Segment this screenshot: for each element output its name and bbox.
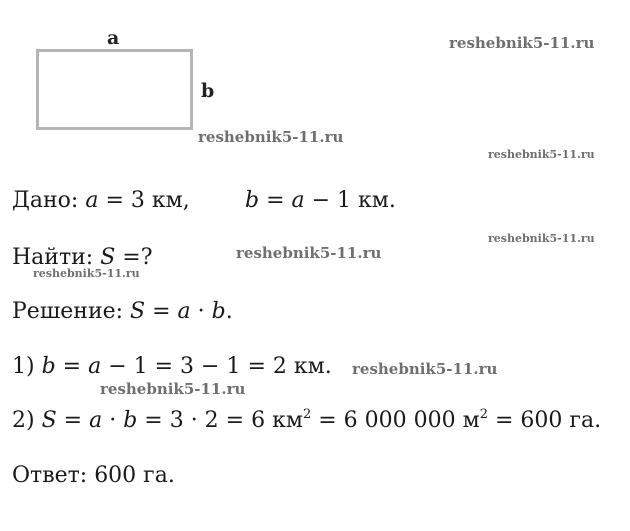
equals-sign: = (55, 354, 89, 379)
step-2-part-1: = 3 · 2 = 6 км (137, 408, 303, 433)
var-b: b (123, 408, 138, 433)
watermark: reshebnik5-11.ru (449, 34, 595, 52)
watermark: reshebnik5-11.ru (33, 267, 140, 280)
solution-line (12, 299, 233, 324)
find-line (12, 245, 153, 270)
step-1-line (12, 354, 332, 379)
step-2-line (12, 408, 601, 433)
equals-sign: = (56, 408, 90, 433)
var-s: S (41, 408, 57, 433)
given-b-value: − 1 км. (304, 188, 396, 213)
given-prefix: Дано: (12, 188, 86, 213)
given-a-value: = 3 км, (98, 188, 190, 213)
watermark: reshebnik5-11.ru (100, 380, 246, 398)
var-s: S (130, 299, 146, 324)
side-b-label: b (201, 80, 215, 102)
var-a: a (85, 188, 99, 213)
given-b-line (245, 188, 396, 213)
rectangle-figure (36, 49, 193, 130)
var-a: a (88, 354, 102, 379)
step-number: 2) (12, 408, 42, 433)
answer-line: Ответ: 600 га. (12, 463, 175, 488)
equals-sign: = (259, 188, 292, 213)
var-a: a (89, 408, 103, 433)
find-rest: =? (115, 245, 153, 270)
superscript: 2 (302, 407, 312, 422)
watermark: reshebnik5-11.ru (352, 360, 498, 378)
var-b: b (245, 188, 260, 213)
step-2-part-3: = 600 га. (488, 408, 602, 433)
step-number: 1) (12, 354, 42, 379)
watermark: reshebnik5-11.ru (488, 232, 595, 245)
given-line (12, 188, 190, 213)
dot-operator: · (190, 299, 212, 324)
dot-operator: · (102, 408, 124, 433)
watermark: reshebnik5-11.ru (198, 128, 344, 146)
equals-sign: = (145, 299, 178, 324)
step-2-part-2: = 6 000 000 м (311, 408, 480, 433)
var-a: a (291, 188, 305, 213)
var-a: a (177, 299, 191, 324)
solution-prefix: Решение: (12, 299, 131, 324)
var-b: b (211, 299, 226, 324)
period: . (225, 299, 233, 324)
var-b: b (41, 354, 56, 379)
watermark: reshebnik5-11.ru (236, 244, 382, 262)
watermark: reshebnik5-11.ru (488, 148, 595, 161)
side-a-label: a (107, 27, 120, 49)
var-s: S (100, 245, 116, 270)
step-1-rest: − 1 = 3 − 1 = 2 км. (101, 354, 332, 379)
find-prefix: Найти: (12, 245, 101, 270)
superscript: 2 (479, 407, 489, 422)
